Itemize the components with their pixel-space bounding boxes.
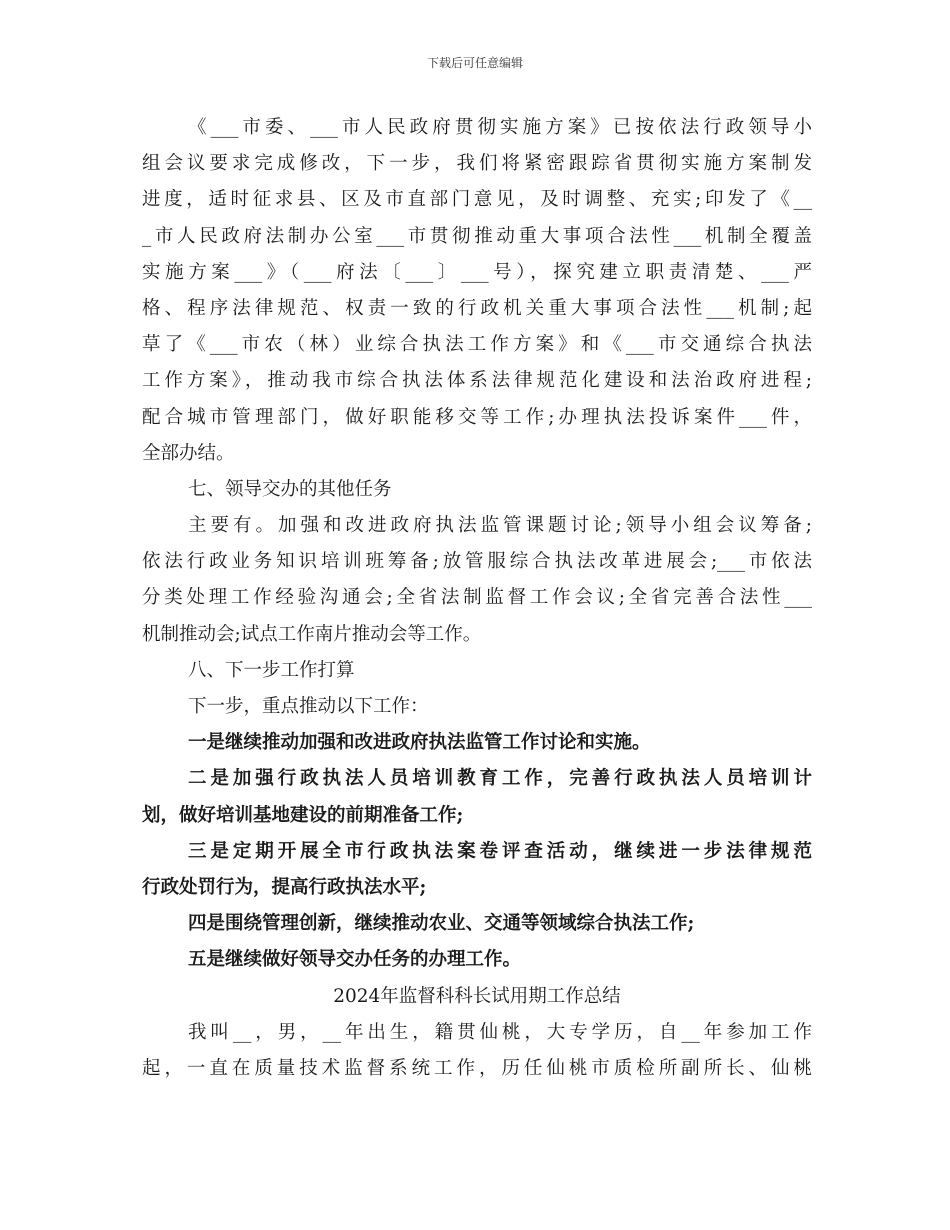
text-line: _市人民政府法制办公室___市贯彻推动重大事项合法性___机制全覆盖 [142, 225, 812, 247]
text-line: 二是加强行政执法人员培训教育工作，完善行政执法人员培训计 [188, 768, 812, 790]
text-line: 我叫__，男，__年出生，籍贯仙桃，大专学历，自__年参加工作 [188, 1021, 812, 1043]
text-line: 进度，适时征求县、区及市直部门意见，及时调整、充实;印发了《__ [142, 189, 812, 211]
text-line: 五是继续做好领导交办任务的办理工作。 [188, 949, 522, 971]
text-line: 划，做好培训基地建设的前期准备工作; [142, 804, 464, 826]
text-line: 格、程序法律规范、权责一致的行政机关重大事项合法性___机制;起 [142, 297, 812, 319]
text-line: 工作方案》，推动我市综合执法体系法律规范化建设和法治政府进程; [142, 370, 812, 392]
text-line: 下一步，重点推动以下工作： [188, 696, 429, 717]
text-line: 配合城市管理部门，做好职能移交等工作;办理执法投诉案件___件， [142, 406, 812, 428]
text-line: 草了《___市农（林）业综合执法工作方案》和《___市交通综合执法 [142, 334, 812, 356]
text-line: 实施方案___》（___府法〔___〕___号），探究建立职责清楚、___严 [142, 261, 812, 283]
text-line: 行政处罚行为，提高行政执法水平; [142, 876, 427, 898]
text-line: 四是围绕管理创新，继续推动农业、交通等领域综合执法工作; [188, 913, 695, 935]
text-line: 全部办结。 [142, 442, 235, 464]
text-line: 依法行政业务知识培训班筹备;放管服综合执法改革进展会;___市依法 [142, 551, 812, 573]
section-title: 2024年监督科科长试用期工作总结 [333, 985, 621, 1007]
text-line: 组会议要求完成修改，下一步，我们将紧密跟踪省贯彻实施方案制发 [142, 153, 812, 175]
text-line: 机制推动会;试点工作南片推动会等工作。 [142, 623, 482, 645]
text-line: 三是定期开展全市行政执法案卷评查活动，继续进一步法律规范 [188, 840, 812, 862]
text-line: 一是继续推动加强和改进政府执法监管工作讨论和实施。 [188, 732, 651, 754]
document-body [142, 110, 812, 1087]
text-line: 起，一直在质量技术监督系统工作，历任仙桃市质检所副所长、仙桃 [142, 1057, 812, 1079]
text-line: 主要有。加强和改进政府执法监管课题讨论;领导小组会议筹备; [188, 515, 812, 537]
text-line: 《___市委、___市人民政府贯彻实施方案》已按依法行政领导小 [188, 117, 812, 138]
text-line: 七、领导交办的其他任务 [188, 478, 392, 500]
text-line: 分类处理工作经验沟通会;全省法制监督工作会议;全省完善合法性___ [142, 587, 812, 609]
page-header: 下载后可任意编辑 [426, 56, 523, 70]
text-line: 八、下一步工作打算 [188, 659, 355, 681]
